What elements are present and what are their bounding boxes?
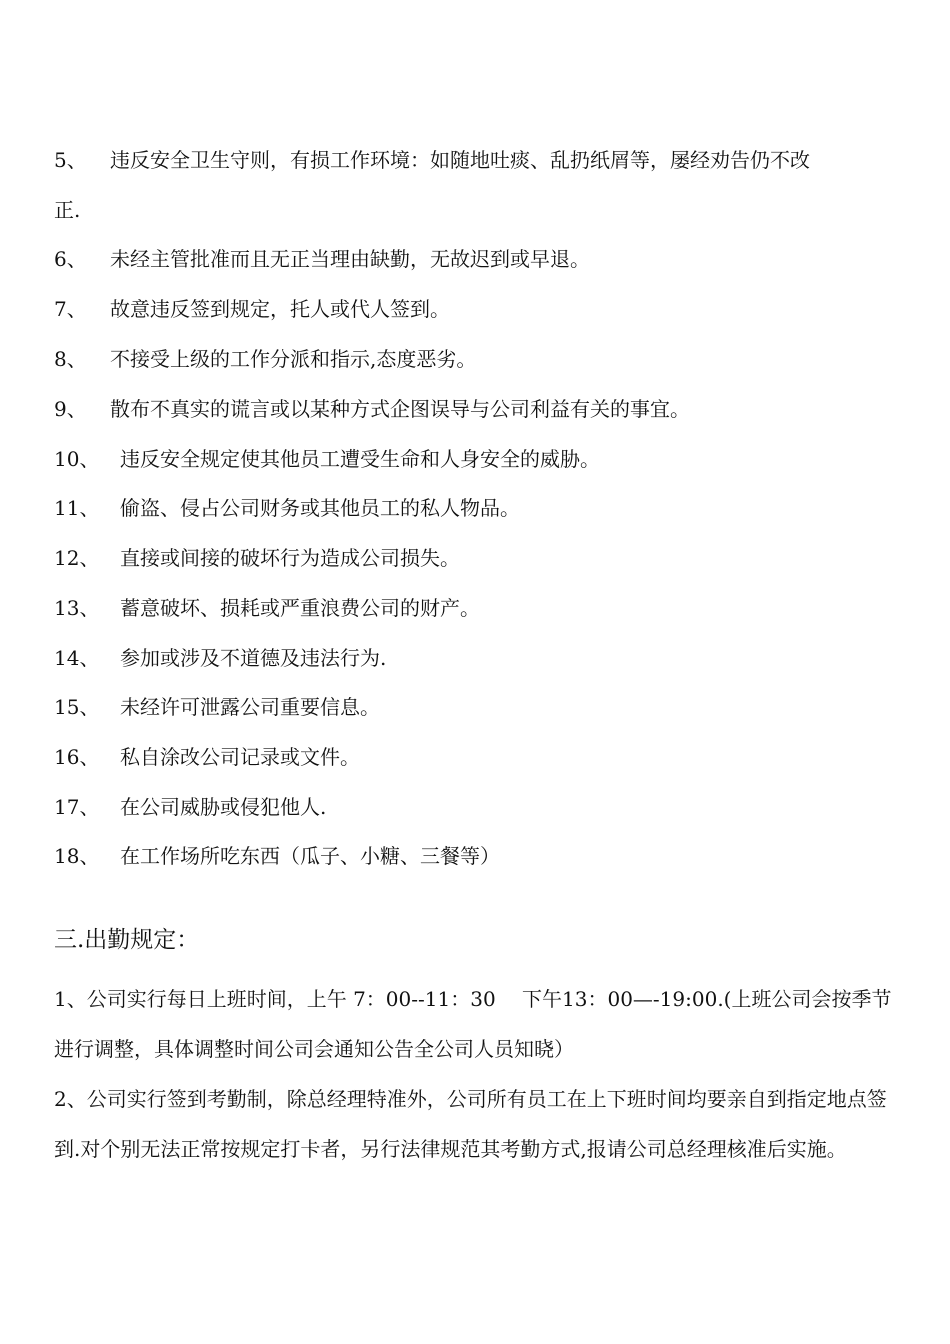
list-item <box>54 545 460 571</box>
list-item <box>54 296 450 322</box>
item-text: 不接受上级的工作分派和指示,态度恶劣。 <box>110 347 477 371</box>
item-text: 未经许可泄露公司重要信息。 <box>120 695 380 719</box>
item-text: 蓄意破坏、损耗或严重浪费公司的财产。 <box>120 596 480 620</box>
item-text: 直接或间接的破坏行为造成公司损失。 <box>120 546 460 570</box>
list-item <box>54 346 476 372</box>
list-item <box>54 396 690 422</box>
item-text: 私自涂改公司记录或文件。 <box>120 745 360 769</box>
list-item <box>54 595 480 621</box>
item-number: 5、 <box>54 148 87 172</box>
item-number: 11、 <box>54 496 100 520</box>
item-number: 8、 <box>54 347 87 371</box>
list-item <box>54 694 380 720</box>
item-text: 违反安全卫生守则，有损工作环境：如随地吐痰、乱扔纸屑等，屡经劝告仍不改 <box>110 148 810 172</box>
list-item <box>54 446 600 472</box>
item-number: 15、 <box>54 695 100 719</box>
item-text: 未经主管批准而且无正当理由缺勤，无故迟到或早退。 <box>110 247 590 271</box>
list-item <box>54 246 590 272</box>
item-text: 在公司威胁或侵犯他人. <box>120 795 327 819</box>
list-item <box>54 744 360 770</box>
item-text: 违反安全规定使其他员工遭受生命和人身安全的威胁。 <box>120 447 600 471</box>
item-number: 12、 <box>54 546 100 570</box>
item-text: 参加或涉及不道德及违法行为. <box>120 646 387 670</box>
item-number: 7、 <box>54 297 87 321</box>
list-item <box>54 645 386 671</box>
rule-paragraph: 2、公司实行签到考勤制，除总经理特准外，公司所有员工在上下班时间均要亲自到指定地点签到.对个别无法正常按规定打卡者，另行法律规范其考勤方式,报请公司总经理核准后实施。 <box>54 1087 887 1161</box>
item-number: 13、 <box>54 596 100 620</box>
list-item <box>54 495 520 521</box>
item-text: 正. <box>54 198 81 222</box>
item-number: 10、 <box>54 447 100 471</box>
item-text: 在工作场所吃东西（瓜子、小糖、三餐等） <box>120 844 500 868</box>
list-item <box>54 794 326 820</box>
item-text: 偷盗、侵占公司财务或其他员工的私人物品。 <box>120 496 520 520</box>
list-item-continuation <box>54 197 80 223</box>
item-text: 故意违反签到规定，托人或代人签到。 <box>110 297 450 321</box>
item-number: 9、 <box>54 397 87 421</box>
list-item <box>54 147 810 173</box>
section-heading: 三.出勤规定： <box>54 927 200 953</box>
rule-paragraph: 1、公司实行每日上班时间，上午 7：00--11：30 下午13：00—-19:00.(上班公司会按季节进行调整，具体调整时间公司会通知公告全公司人员知晓） <box>54 987 892 1061</box>
item-number: 18、 <box>54 844 100 868</box>
list-item <box>54 843 500 869</box>
item-number: 6、 <box>54 247 87 271</box>
item-number: 17、 <box>54 795 100 819</box>
item-number: 16、 <box>54 745 100 769</box>
item-text: 散布不真实的谎言或以某种方式企图误导与公司利益有关的事宜。 <box>110 397 690 421</box>
item-number: 14、 <box>54 646 100 670</box>
